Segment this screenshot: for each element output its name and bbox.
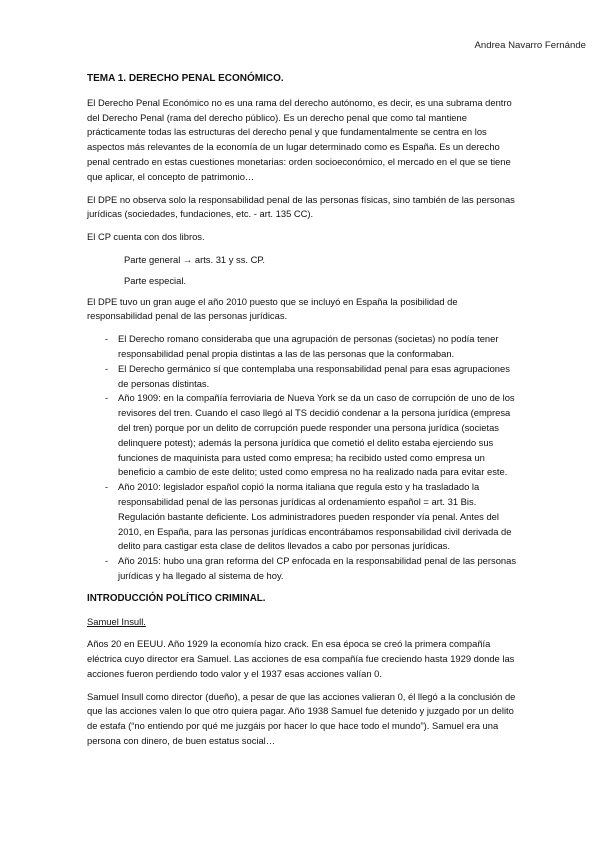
list-item: - Año 2010: legislador español copió la norma italiana que regula esto y ha trasladado la responsabilidad penal de las personas jurídicas al ordenamiento español = art. 31 Bis. Regulación bastante deficiente. Los administradores pueden responder vía penal. Antes del 2010, en España, para las personas jurídicas encontrábamos responsabilidad civil derivada de delito para castigar esta clase de delitos llevados a cabo por personas jurídicas. [87,480,522,554]
section-title: INTRODUCCIÓN POLÍTICO CRIMINAL. [87,592,266,604]
book-general-part: Parte general → arts. 31 y ss. CP. [124,253,266,265]
paragraph-dpe-2010: El DPE tuvo un gran auge el año 2010 puesto que se incluyó en España la posibilidad de responsabilidad penal de las personas jurídicas. [87,295,458,322]
paragraph-cp-books: El CP cuenta con dos libros. [87,231,205,243]
list-item: - Año 1909: en la compañía ferroviaria de Nueva York se da un caso de corrupción de uno de los revisores del tren. Cuando el caso llegó al TS decidió condenar a la persona jurídica (empresa del tren) porque por un delito de corrupción puede responder una persona jurídica (societas delinquere potest); además la persona jurídica que cometió el delito estaba ejerciendo sus funciones de maquinista para usted como empresa; ha recibido usted como empresa un beneficio a cambio de este delito; usted como empresa no ha realizado nada para evitar este. [87,391,522,480]
paragraph-insull-1: Años 20 en EEUU. Año 1929 la economía hizo crack. En esa época se creó la primera compañía eléctrica cuyo director era Samuel. Las acciones de esa compañía fue creciendo hasta 1929 donde las acciones fueron perdiendo todo valor y el 1937 esas acciones valían 0. [87,638,515,679]
list-item: - El Derecho germánico sí que contemplaba una responsabilidad penal para esas agrupaciones de personas distintas. [87,362,522,392]
paragraph-dpe-scope: El DPE no observa solo la responsabilidad penal de las personas físicas, sino también de las personas jurídicas (sociedades, fundaciones, etc. - art. 135 CC). [87,193,515,220]
list-item: - El Derecho romano consideraba que una agrupación de personas (societas) no podía tener responsabilidad penal propia distintas a las de las personas que la conformaban. [87,332,522,362]
subsection-title: Samuel Insull. [87,615,146,627]
page-title: TEMA 1. DERECHO PENAL ECONÓMICO. [87,73,284,84]
book-special-part: Parte especial. [124,274,187,286]
list-item: - Año 2015: hubo una gran reforma del CP enfocada en la responsabilidad penal de las personas jurídicas y ha llegado al sistema de hoy. [87,554,522,584]
author-header: Andrea Navarro Fernánde [474,40,586,51]
paragraph-intro: El Derecho Penal Económico no es una rama del derecho autónomo, es decir, es una subrama dentro del Derecho Penal (rama del derecho público). Es un derecho penal que como tal mantiene prácticamente todas las estructuras del derecho penal y que fundamentalmente se centra en los aspectos más relevantes de la economía de un lugar determinado como es España. Es un derecho penal centrado en estas cuestiones monetarias: orden socioeconómico, el mercado en el que se tiene que aplicar, el concepto de patrimonio… [87,96,512,182]
paragraph-insull-2: Samuel Insull como director (dueño), a pesar de que las acciones valieran 0, él llegó a la conclusión de que las acciones valen lo que otro quiera pagar. Año 1938 Samuel fue detenido y juzgado por un delito de estafa (“no entiendo por qué me juzgáis por hacer lo que hace todo el mundo”). Samuel era una persona con dinero, de buen estatus social… [87,690,516,747]
history-list [87,332,522,584]
document-body [87,72,522,757]
